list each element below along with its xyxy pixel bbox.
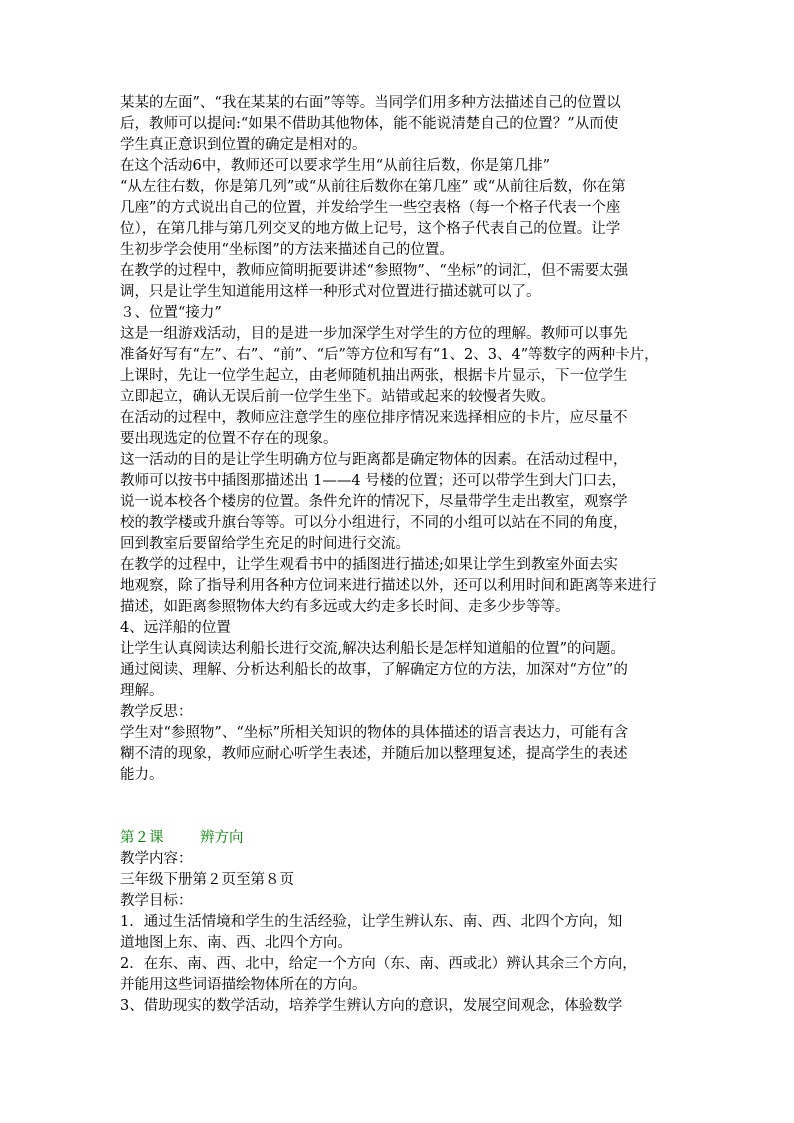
lesson-heading	[120, 828, 682, 849]
text-line: 生初步学会使用“坐标图”的方法来描述自己的位置。	[120, 242, 454, 258]
text-line: 准备好写有“左”、右”、“前”、“后”等方位和写有“1、2、3、4”等数字的两种卡片，	[120, 347, 659, 363]
text-line: 学生对“参照物”、“坐标”所相关知识的物体的具体描述的语言表达力，可能有含	[120, 725, 629, 741]
text-line: 4、远洋船的位置	[120, 620, 231, 636]
text-line: 立即起立，确认无误后前一位学生坐下。站错或起来的较慢者失败。	[120, 389, 555, 405]
text-line: 调，只是让学生知道能用这样一种形式对位置进行描述就可以了。	[120, 284, 541, 300]
text-line: 教师可以按书中插图那描述出 1——4 号楼的位置；还可以带学生到大门口去，	[120, 473, 627, 489]
text-line: 通过阅读、理解、分析达利船长的故事，了解确定方位的方法，加深对“方位”的	[120, 662, 628, 678]
text-line: 并能用这些词语描绘物体所在的方向。	[120, 977, 367, 993]
text-line: 教学内容：	[120, 851, 193, 867]
text-line: ３、位置“接力”	[120, 305, 222, 321]
text-line: 上课时，先让一位学生起立，由老师随机抽出两张，根据卡片显示，下一位学生	[120, 368, 628, 384]
text-line: 教学反思：	[120, 704, 193, 720]
text-line: 2．在东、南、西、北中，给定一个方向（东、南、西或北）辨认其余三个方向，	[120, 956, 637, 972]
text-line: 3、借助现实的数学活动，培养学生辨认方向的意识，发展空间观念，体验数学	[120, 998, 623, 1014]
body-text-section-1	[120, 93, 682, 786]
text-line: 在教学的过程中，让学生观看书中的插图进行描述;如果让学生到教室外面去实	[120, 557, 618, 573]
text-line: 校的教学楼或升旗台等等。可以分小组进行，不同的小组可以站在不同的角度，	[120, 515, 628, 531]
text-line: 位），在第几排与第几列交叉的地方做上记号，这个格子代表自己的位置。让学	[120, 221, 621, 237]
text-line: 让学生认真阅读达利船长进行交流,解决达利船长是怎样知道船的位置”的问题。	[120, 641, 626, 657]
text-line: 能力。	[120, 767, 164, 783]
text-line: 在活动的过程中，教师应注意学生的座位排序情况来选择相应的卡片，应尽量不	[120, 410, 628, 426]
text-line: 回到教室后要留给学生充足的时间进行交流。	[120, 536, 410, 552]
text-line: 糊不清的现象，教师应耐心听学生表述，并随后加以整理复述，提高学生的表述	[120, 746, 628, 762]
text-line: 要出现选定的位置不存在的现象。	[120, 431, 338, 447]
text-line: 这一活动的目的是让学生明确方位与距离都是确定物体的因素。在活动过程中，	[120, 452, 628, 468]
body-text-section-2	[120, 849, 682, 1017]
text-line: 在教学的过程中，教师应简明扼要讲述“参照物”、“坐标”的词汇，但不需要太强	[120, 263, 629, 279]
lesson-title: 辨方向	[200, 830, 244, 846]
text-line: 三年级下册第２页至第８页	[120, 872, 294, 888]
text-line: 描述，如距离参照物体大约有多远或大约走多长时间、走多少步等等。	[120, 599, 570, 615]
section-gap	[120, 786, 682, 828]
text-line: 这是一组游戏活动，目的是进一步加深学生对学生的方位的理解。教师可以事先	[120, 326, 628, 342]
text-line: 后，教师可以提问:“如果不借助其他物体，能不能说清楚自己的位置？”从而使	[120, 116, 619, 132]
text-line: “从左往右数，你是第几列”或“从前往后数你在第几座” 或“从前往后数，你在第	[120, 179, 626, 195]
text-line: 1．通过生活情境和学生的生活经验，让学生辨认东、南、西、北四个方向，知	[120, 914, 623, 930]
text-line: 在这个活动6中，教师还可以要求学生用“从前往后数，你是第几排”	[120, 158, 551, 174]
lesson-number: 第２课	[120, 830, 164, 846]
text-line: 说一说本校各个楼房的位置。条件允许的情况下，尽量带学生走出教室，观察学	[120, 494, 628, 510]
text-line: 某某的左面”、“我在某某的右面”等等。当同学们用多种方法描述自己的位置以	[120, 95, 621, 111]
text-line: 几座”的方式说出自己的位置，并发给学生一些空表格（每一个格子代表一个座	[120, 200, 621, 216]
text-line: 理解。	[120, 683, 164, 699]
text-line: 教学目标：	[120, 893, 193, 909]
text-line: 学生真正意识到位置的确定是相对的。	[120, 137, 367, 153]
document-page	[120, 93, 682, 1017]
text-line: 地观察，除了指导利用各种方位词来进行描述以外，还可以利用时间和距离等来进行	[120, 578, 657, 594]
text-line: 道地图上东、南、西、北四个方向。	[120, 935, 352, 951]
